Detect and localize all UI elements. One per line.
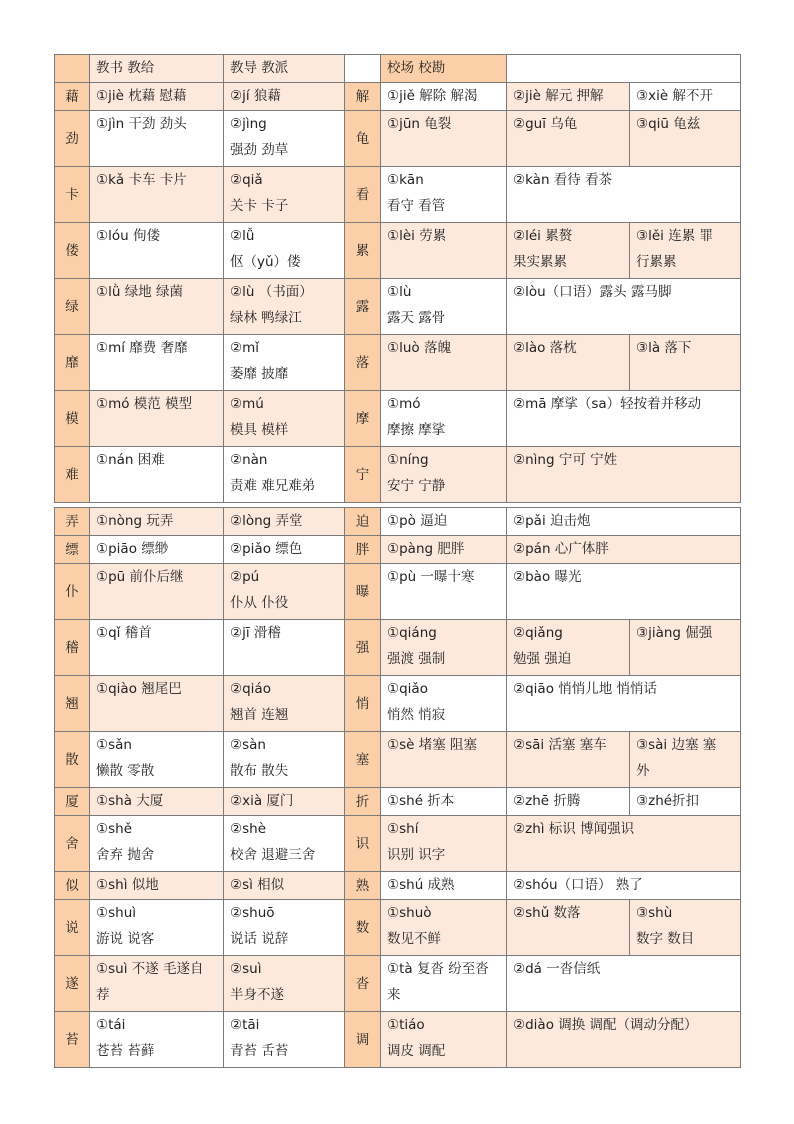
reading-line: ①shuì (96, 905, 136, 921)
reading-cell (224, 111, 345, 167)
reading-cell (507, 816, 741, 872)
head-character: 散 (55, 732, 90, 788)
reading-cell (224, 676, 345, 732)
reading-line: ①nán 困难 (96, 452, 165, 468)
reading-line: ①qǐ 稽首 (96, 625, 152, 641)
reading-cell (630, 620, 741, 676)
head-character: 数 (345, 900, 381, 956)
reading-line: ③zhé折扣 (636, 793, 700, 809)
head-character: 塞 (345, 732, 381, 788)
reading-line: ①shě (96, 821, 132, 837)
reading-line: ③sài 边塞 塞 (636, 737, 717, 753)
head-character: 折 (345, 788, 381, 816)
reading-line: 勉强 强迫 (513, 651, 572, 667)
head-character: 稽 (55, 620, 90, 676)
reading-cell (507, 676, 741, 732)
reading-cell (90, 732, 224, 788)
reading-cell (507, 335, 630, 391)
head-character: 曝 (345, 564, 381, 620)
reading-line: 关卡 卡子 (230, 198, 289, 214)
reading-cell (630, 111, 741, 167)
head-character: 强 (345, 620, 381, 676)
reading-line: ②mā 摩挲（sa）轻按着并移动 (513, 396, 702, 412)
reading-cell (381, 111, 507, 167)
table-row (55, 83, 741, 111)
table-row (55, 872, 741, 900)
polyphone-table-2 (54, 507, 741, 1068)
reading-line: ②zhē 折腾 (513, 793, 581, 809)
reading-cell (90, 83, 224, 111)
reading-line: ②jiè 解元 押解 (513, 88, 604, 104)
head-character: 藉 (55, 83, 90, 111)
reading-cell (630, 223, 741, 279)
reading-line: ②bào 曝光 (513, 569, 582, 585)
reading-line: ①tái (96, 1017, 126, 1033)
reading-line: ①pù 一曝十寒 (387, 569, 475, 585)
reading-line: ①níng (387, 452, 429, 468)
reading-cell (381, 508, 507, 536)
reading-line: ②mú (230, 396, 264, 412)
reading-cell (507, 223, 630, 279)
reading-cell (507, 279, 741, 335)
head-character (55, 55, 90, 83)
head-character: 胖 (345, 536, 381, 564)
reading-cell (630, 335, 741, 391)
reading-cell (381, 223, 507, 279)
reading-line: 苍苔 苔藓 (96, 1043, 155, 1059)
reading-line: 游说 说客 (96, 931, 155, 947)
head-character: 遂 (55, 956, 90, 1012)
polyphone-table-1 (54, 54, 741, 503)
head-character: 舍 (55, 816, 90, 872)
reading-line: ①pàng 肥胖 (387, 541, 465, 557)
reading-cell (224, 872, 345, 900)
reading-cell (381, 872, 507, 900)
reading-line: ②pú (230, 569, 260, 585)
table-row (55, 391, 741, 447)
reading-cell (381, 167, 507, 223)
head-character: 劲 (55, 111, 90, 167)
reading-line: ②sàn (230, 737, 266, 753)
reading-line: ①qiào 翘尾巴 (96, 681, 182, 697)
reading-cell (507, 447, 741, 503)
reading-line: 懒散 零散 (96, 763, 155, 779)
reading-cell (90, 223, 224, 279)
reading-line: ①lóu 佝偻 (96, 228, 160, 244)
head-character: 似 (55, 872, 90, 900)
reading-cell (90, 676, 224, 732)
reading-cell (507, 564, 741, 620)
reading-line: ①jiě 解除 解渴 (387, 88, 478, 104)
reading-line: 行累累 (636, 254, 677, 270)
reading-line: ③shù (636, 905, 673, 921)
table-row (55, 508, 741, 536)
reading-line: ②nàn (230, 452, 268, 468)
reading-cell (90, 1012, 224, 1068)
head-character: 缥 (55, 536, 90, 564)
reading-line: 青苔 舌苔 (230, 1043, 289, 1059)
reading-line: ①sè 堵塞 阻塞 (387, 737, 478, 753)
reading-line: ①kǎ 卡车 卡片 (96, 172, 187, 188)
reading-cell (90, 872, 224, 900)
table-row (55, 788, 741, 816)
reading-line: ②jí 狼藉 (230, 88, 281, 104)
reading-cell (224, 732, 345, 788)
reading-line: ②sì 相似 (230, 877, 285, 893)
reading-line: ②qiǎ (230, 172, 263, 188)
reading-cell (381, 391, 507, 447)
reading-cell (90, 55, 224, 83)
reading-line: 识别 识字 (387, 847, 446, 863)
reading-line: ②pǎi 迫击炮 (513, 513, 591, 529)
reading-line: ①lù (387, 284, 412, 300)
reading-cell (90, 816, 224, 872)
reading-line: 校舍 退避三舍 (230, 847, 316, 863)
reading-cell (90, 564, 224, 620)
head-character: 调 (345, 1012, 381, 1068)
reading-cell (90, 536, 224, 564)
reading-line: 散布 散失 (230, 763, 289, 779)
reading-line: ①tà 复沓 纷至沓 (387, 961, 489, 977)
reading-line: 模具 模样 (230, 422, 289, 438)
reading-line: 教书 教给 (96, 60, 155, 76)
reading-cell (381, 55, 507, 83)
reading-line: ①luò 落魄 (387, 340, 451, 356)
table-row (55, 447, 741, 503)
head-character: 累 (345, 223, 381, 279)
head-character: 弄 (55, 508, 90, 536)
reading-line: 责难 难兄难弟 (230, 478, 316, 494)
reading-line: ②piǎo 缥色 (230, 541, 303, 557)
table-row (55, 223, 741, 279)
reading-cell (224, 167, 345, 223)
head-character: 难 (55, 447, 90, 503)
reading-cell (90, 620, 224, 676)
reading-line: ①qiǎo (387, 681, 428, 697)
reading-cell (90, 167, 224, 223)
head-character: 看 (345, 167, 381, 223)
reading-cell (381, 279, 507, 335)
reading-line: ①jìn 干劲 劲头 (96, 116, 187, 132)
reading-cell (630, 788, 741, 816)
table-row (55, 167, 741, 223)
reading-line: ②sāi 活塞 塞车 (513, 737, 607, 753)
reading-line: ①mí 靡费 奢靡 (96, 340, 188, 356)
table-row (55, 536, 741, 564)
reading-cell (507, 620, 630, 676)
reading-cell (224, 279, 345, 335)
reading-line: ①shí (387, 821, 419, 837)
head-character: 摩 (345, 391, 381, 447)
head-character: 偻 (55, 223, 90, 279)
reading-line: ②lòng 弄堂 (230, 513, 303, 529)
head-character: 龟 (345, 111, 381, 167)
table-row (55, 564, 741, 620)
reading-cell (224, 620, 345, 676)
table-row (55, 956, 741, 1012)
reading-line: ②qiáo (230, 681, 271, 697)
reading-cell (630, 900, 741, 956)
reading-line: ①shuò (387, 905, 432, 921)
reading-line: ③qiū 龟兹 (636, 116, 701, 132)
reading-cell (224, 55, 345, 83)
reading-cell (630, 732, 741, 788)
reading-line: ②shè (230, 821, 266, 837)
reading-line: ①mó (387, 396, 421, 412)
table-row (55, 335, 741, 391)
reading-line: ②jìng (230, 116, 267, 132)
reading-cell (224, 564, 345, 620)
reading-line: 舍弃 抛舍 (96, 847, 155, 863)
reading-cell (224, 83, 345, 111)
reading-line: ①jiè 枕藉 慰藉 (96, 88, 187, 104)
head-character: 露 (345, 279, 381, 335)
head-character: 沓 (345, 956, 381, 1012)
head-character: 模 (55, 391, 90, 447)
head-character: 熟 (345, 872, 381, 900)
reading-line: 半身不遂 (230, 987, 284, 1003)
reading-cell (381, 676, 507, 732)
reading-cell (224, 447, 345, 503)
reading-line: 外 (636, 763, 650, 779)
reading-cell (224, 816, 345, 872)
reading-line: ②shóu（口语） 熟了 (513, 877, 643, 893)
reading-line: ②suì (230, 961, 262, 977)
head-character: 说 (55, 900, 90, 956)
reading-line: ②nìng 宁可 宁姓 (513, 452, 618, 468)
reading-cell (90, 956, 224, 1012)
reading-cell (381, 83, 507, 111)
reading-line: 绿林 鸭绿江 (230, 310, 302, 326)
reading-cell (507, 732, 630, 788)
reading-cell (224, 391, 345, 447)
reading-cell (381, 536, 507, 564)
reading-cell (90, 111, 224, 167)
reading-line: ②lòu（口语）露头 露马脚 (513, 284, 672, 300)
reading-cell (507, 391, 741, 447)
reading-cell (90, 279, 224, 335)
reading-cell (507, 55, 741, 83)
reading-line: ②shuō (230, 905, 275, 921)
head-character (345, 55, 381, 83)
reading-line: ①piāo 缥缈 (96, 541, 169, 557)
reading-cell (381, 732, 507, 788)
reading-line: ②qiāo 悄悄儿地 悄悄话 (513, 681, 658, 697)
head-character: 解 (345, 83, 381, 111)
head-character: 落 (345, 335, 381, 391)
reading-line: ③lěi 连累 罪 (636, 228, 713, 244)
reading-line: 来 (387, 987, 401, 1003)
table-row (55, 816, 741, 872)
reading-line: ①kān (387, 172, 424, 188)
reading-line: ②kàn 看待 看茶 (513, 172, 613, 188)
reading-cell (224, 788, 345, 816)
reading-line: ②dá 一沓信纸 (513, 961, 601, 977)
reading-cell (507, 956, 741, 1012)
reading-line: ①shú 成熟 (387, 877, 455, 893)
reading-line: 安宁 宁静 (387, 478, 446, 494)
reading-line: 调皮 调配 (387, 1043, 446, 1059)
reading-cell (507, 872, 741, 900)
reading-line: 校场 校勘 (387, 60, 446, 76)
reading-cell (381, 788, 507, 816)
reading-cell (381, 1012, 507, 1068)
head-character: 绿 (55, 279, 90, 335)
head-character: 靡 (55, 335, 90, 391)
reading-cell (224, 536, 345, 564)
reading-line: 仆从 仆役 (230, 595, 289, 611)
reading-cell (507, 1012, 741, 1068)
reading-line: ①lǜ 绿地 绿菌 (96, 284, 183, 300)
reading-cell (90, 335, 224, 391)
reading-cell (507, 111, 630, 167)
reading-cell (224, 335, 345, 391)
reading-line: ①shì 似地 (96, 877, 159, 893)
reading-cell (381, 900, 507, 956)
reading-line: ①suì 不遂 毛遂自 (96, 961, 204, 977)
reading-line: 萎靡 披靡 (230, 366, 289, 382)
head-character: 迫 (345, 508, 381, 536)
reading-line: ②jī 滑稽 (230, 625, 281, 641)
reading-line: ①mó 模范 模型 (96, 396, 193, 412)
reading-line: ②lào 落枕 (513, 340, 577, 356)
reading-line: 翘首 连翘 (230, 707, 289, 723)
reading-line: ②lù （书面） (230, 284, 313, 300)
reading-cell (381, 564, 507, 620)
reading-cell (224, 900, 345, 956)
reading-line: 果实累累 (513, 254, 567, 270)
reading-line: ②diào 调换 调配（调动分配） (513, 1017, 698, 1033)
table-row (55, 279, 741, 335)
table-row (55, 55, 741, 83)
head-character: 苔 (55, 1012, 90, 1068)
reading-line: 悄然 悄寂 (387, 707, 446, 723)
reading-line: 强劲 劲草 (230, 142, 289, 158)
table-row (55, 1012, 741, 1068)
reading-line: ③xiè 解不开 (636, 88, 713, 104)
reading-line: ①jūn 龟裂 (387, 116, 452, 132)
reading-line: ①qiáng (387, 625, 437, 641)
reading-line: 教导 教派 (230, 60, 289, 76)
reading-cell (507, 788, 630, 816)
head-character: 仆 (55, 564, 90, 620)
reading-line: ①tiáo (387, 1017, 425, 1033)
reading-line: 伛（yǔ）偻 (230, 254, 301, 270)
reading-cell (381, 956, 507, 1012)
table-row (55, 900, 741, 956)
reading-line: ②xià 厦门 (230, 793, 294, 809)
reading-cell (507, 900, 630, 956)
reading-line: ①sǎn (96, 737, 132, 753)
head-character: 厦 (55, 788, 90, 816)
reading-line: ③jiàng 倔强 (636, 625, 713, 641)
reading-cell (224, 956, 345, 1012)
reading-line: ②pán 心广体胖 (513, 541, 609, 557)
head-character: 识 (345, 816, 381, 872)
reading-line: 看守 看管 (387, 198, 446, 214)
reading-cell (507, 83, 630, 111)
reading-line: ①lèi 劳累 (387, 228, 447, 244)
reading-line: ①pò 逼迫 (387, 513, 448, 529)
reading-cell (224, 1012, 345, 1068)
reading-cell (90, 447, 224, 503)
head-character: 宁 (345, 447, 381, 503)
reading-cell (507, 508, 741, 536)
reading-line: 数字 数目 (636, 931, 695, 947)
reading-cell (381, 620, 507, 676)
reading-line: ②léi 累赘 (513, 228, 573, 244)
reading-cell (224, 223, 345, 279)
reading-line: ①pū 前仆后继 (96, 569, 184, 585)
reading-line: 摩擦 摩挲 (387, 422, 446, 438)
reading-line: ①nòng 玩弄 (96, 513, 174, 529)
reading-cell (224, 508, 345, 536)
reading-line: ③là 落下 (636, 340, 692, 356)
head-character: 卡 (55, 167, 90, 223)
reading-cell (630, 83, 741, 111)
reading-line: ②qiǎng (513, 625, 563, 641)
reading-line: ②tāi (230, 1017, 260, 1033)
reading-line: ①shà 大厦 (96, 793, 164, 809)
reading-line: ②zhì 标识 博闻强识 (513, 821, 635, 837)
table-row (55, 732, 741, 788)
reading-cell (90, 391, 224, 447)
reading-cell (90, 508, 224, 536)
reading-line: 数见不鲜 (387, 931, 441, 947)
table-row (55, 620, 741, 676)
head-character: 翘 (55, 676, 90, 732)
reading-line: 说话 说辞 (230, 931, 289, 947)
table-row (55, 111, 741, 167)
reading-cell (381, 335, 507, 391)
reading-line: ②mǐ (230, 340, 260, 356)
reading-cell (507, 536, 741, 564)
reading-cell (90, 900, 224, 956)
reading-line: 荐 (96, 987, 110, 1003)
reading-cell (381, 816, 507, 872)
reading-cell (381, 447, 507, 503)
reading-cell (90, 788, 224, 816)
reading-cell (507, 167, 741, 223)
reading-line: 强渡 强制 (387, 651, 446, 667)
head-character: 悄 (345, 676, 381, 732)
table-row (55, 676, 741, 732)
reading-line: ②guī 乌龟 (513, 116, 578, 132)
reading-line: ②lǚ (230, 228, 255, 244)
reading-line: 露天 露骨 (387, 310, 446, 326)
reading-line: ②shǔ 数落 (513, 905, 581, 921)
reading-line: ①shé 折本 (387, 793, 455, 809)
